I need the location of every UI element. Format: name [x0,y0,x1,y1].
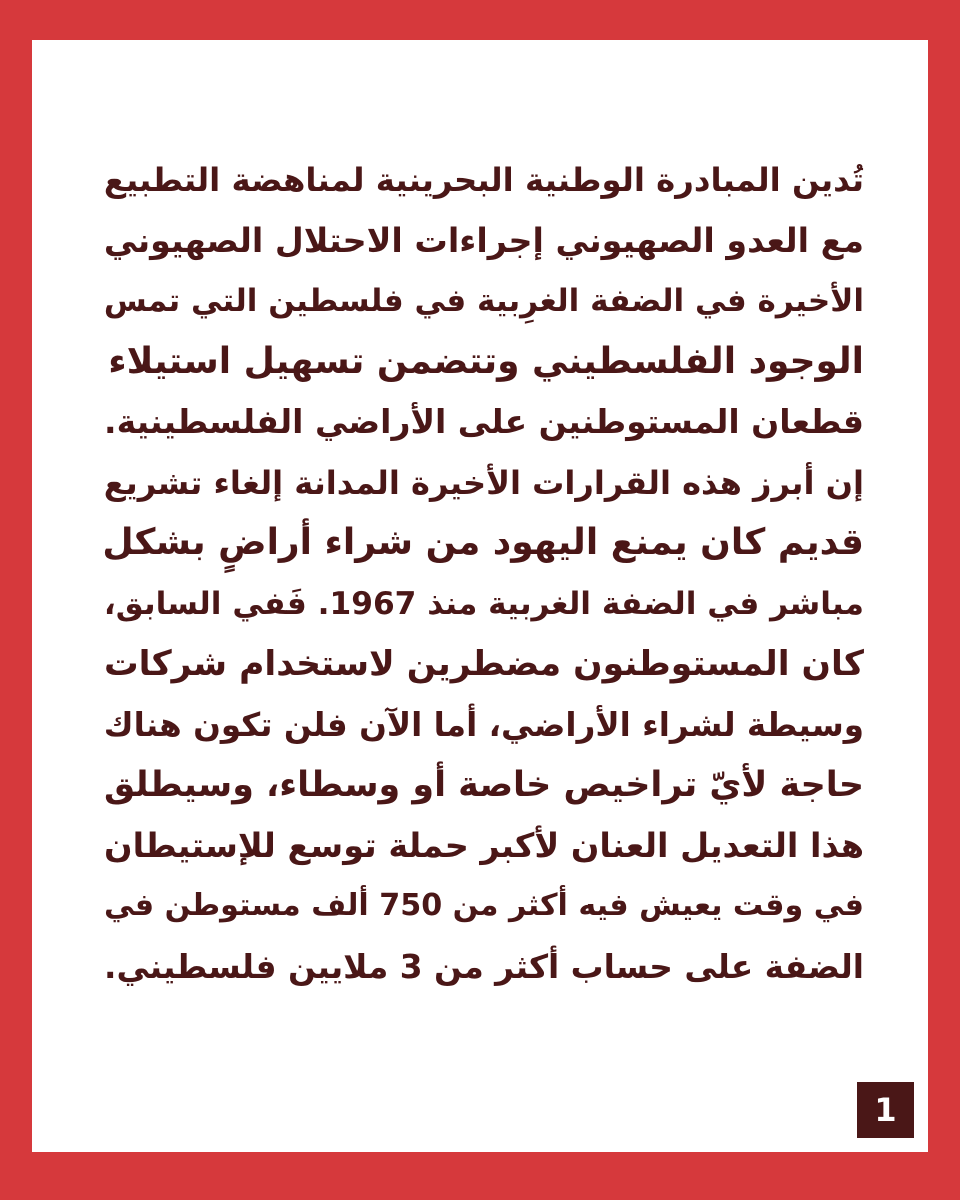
text-line: الأخيرة في الضفة الغرِبية في فلسطين التي تمس [103,283,864,319]
page-number-badge: 1 [857,1082,914,1138]
text-line: حاجة لأيّ تراخيص خاصة أو وسطاء، وسيطلق [103,765,864,805]
statement-text [96,150,864,997]
text-line: الضفة على حساب أكثر من 3 ملايين فلسطيني. [104,947,864,986]
text-line: مباشر في الضفة الغربية منذ 1967. فَفي السابق، [103,585,864,622]
text-line: تُدين المبادرة الوطنية البحرينية لمناهضة التطبيع [103,161,864,199]
text-line: قديم كان يمنع اليهود من شراء أراضٍ بشكل [102,522,864,563]
content-card [32,40,928,1152]
text-line: في وقت يعيش فيه أكثر من 750 ألف مستوطن في [103,888,864,923]
text-line: كان المستوطنون مضطرين لاستخدام شركات [104,644,864,684]
text-line: هذا التعديل العنان لأكبر حملة توسع للإستيطان [104,825,864,865]
text-line: قطعان المستوطنين على الأراضي الفلسطينية. [104,402,864,441]
text-line: الوجود الفلسطيني وتتضمن تسهيل استيلاء [108,340,864,382]
text-line: إن أبرز هذه القرارات الأخيرة المدانة إلغاء تشريع [103,463,864,502]
text-line: وسيطة لشراء الأراضي، أما الآن فلن تكون هناك [103,705,864,744]
text-line: مع العدو الصهيوني إجراءات الاحتلال الصهيوني [103,220,864,260]
